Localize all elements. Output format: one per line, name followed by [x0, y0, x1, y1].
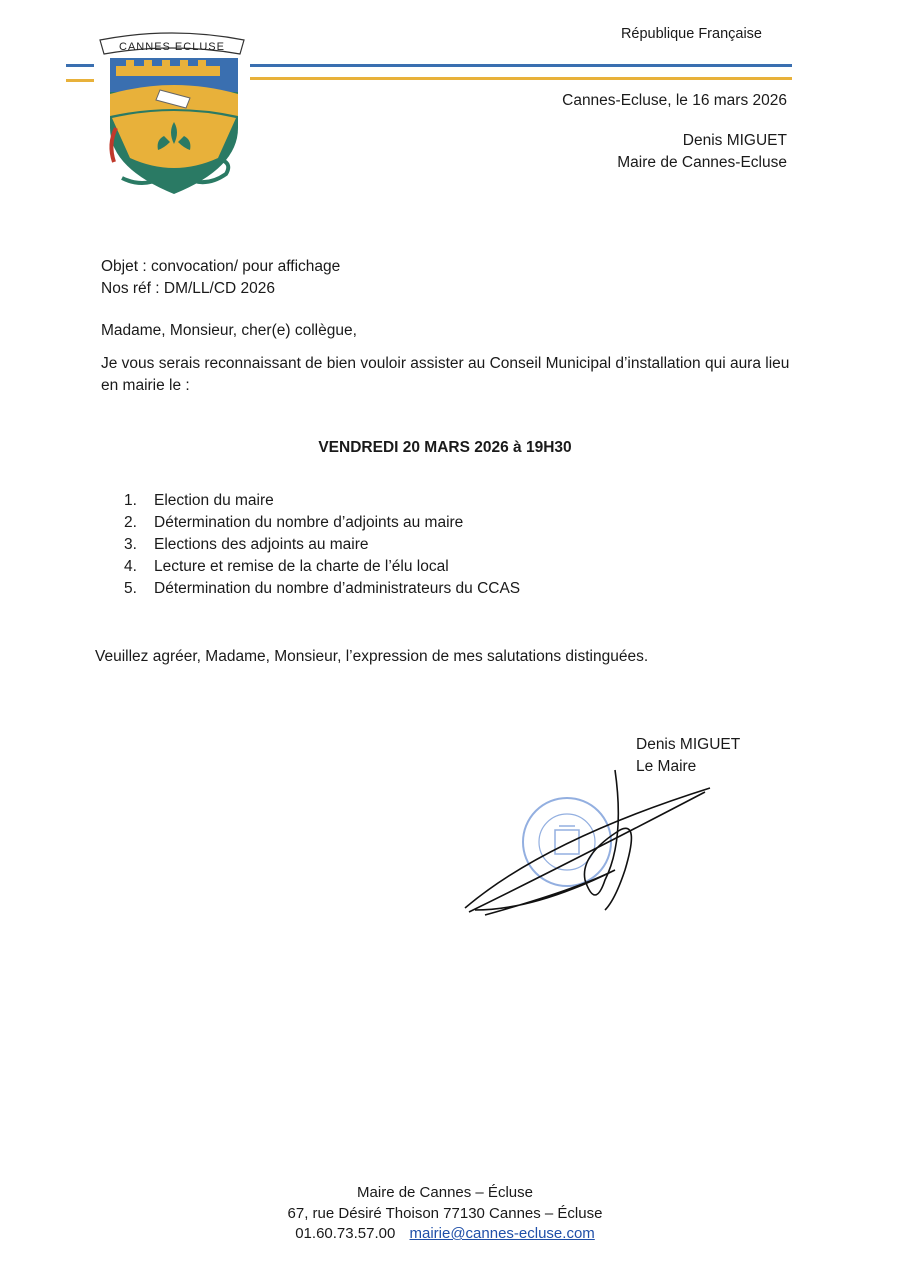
letter-date: Cannes-Ecluse, le 16 mars 2026: [562, 92, 787, 109]
signatory-title: Le Maire: [636, 758, 697, 775]
letter-reference: Nos réf : DM/LL/CD 2026: [101, 280, 276, 297]
agenda-list: [124, 490, 520, 600]
letter-object: Objet : convocation/ pour affichage: [101, 258, 341, 275]
footer: [0, 1183, 890, 1245]
footer-address: 67, rue Désiré Thoison 77130 Cannes – Écluse: [287, 1204, 603, 1222]
signature-and-stamp: [455, 760, 725, 925]
agenda-item: 1. Election du maire: [124, 492, 274, 509]
official-stamp: [523, 798, 611, 886]
republic-label: République Française: [620, 26, 762, 42]
sender-name: Denis MIGUET: [682, 132, 787, 149]
sender-title: Maire de Cannes-Ecluse: [617, 154, 787, 171]
header-rule-blue: [250, 64, 792, 67]
footer-org: Maire de Cannes – Écluse: [357, 1184, 533, 1201]
agenda-item: 3. Elections des adjoints au maire: [124, 536, 369, 553]
letter-closing: Veuillez agréer, Madame, Monsieur, l’expression de mes salutations distinguées.: [95, 648, 649, 665]
agenda-item: 4. Lecture et remise de la charte de l’élu local: [124, 558, 449, 575]
coat-of-arms-shield: [110, 58, 238, 194]
agenda-item: 2. Détermination du nombre d’adjoints au maire: [124, 514, 464, 531]
header-rule-gold: [250, 77, 792, 80]
header-rule-gold-left: [66, 79, 94, 82]
svg-text:CANNES ECLUSE: CANNES ECLUSE: [119, 41, 225, 53]
footer-email-link[interactable]: mairie@cannes-ecluse.com: [409, 1225, 595, 1242]
coat-of-arms-logo: [98, 28, 246, 198]
letter-greeting: Madame, Monsieur, cher(e) collègue,: [101, 322, 357, 339]
meeting-datetime: VENDREDI 20 MARS 2026 à 19H30: [318, 439, 572, 456]
coat-of-arms-banner: [100, 33, 244, 54]
handwritten-signature: [465, 770, 710, 915]
footer-phone: 01.60.73.57.00: [295, 1225, 396, 1242]
footer-contact: [0, 1224, 890, 1245]
header-rule-blue-left: [66, 64, 94, 67]
letter-body: Je vous serais reconnaissant de bien vouloir assister au Conseil Municipal d’installation qui aura lieu en mairie le :: [101, 355, 790, 394]
agenda-item: 5. Détermination du nombre d’administrateurs du CCAS: [124, 580, 521, 597]
sender-block: [617, 130, 787, 174]
signatory-name: Denis MIGUET: [636, 736, 741, 753]
letter-meta: [101, 256, 340, 300]
